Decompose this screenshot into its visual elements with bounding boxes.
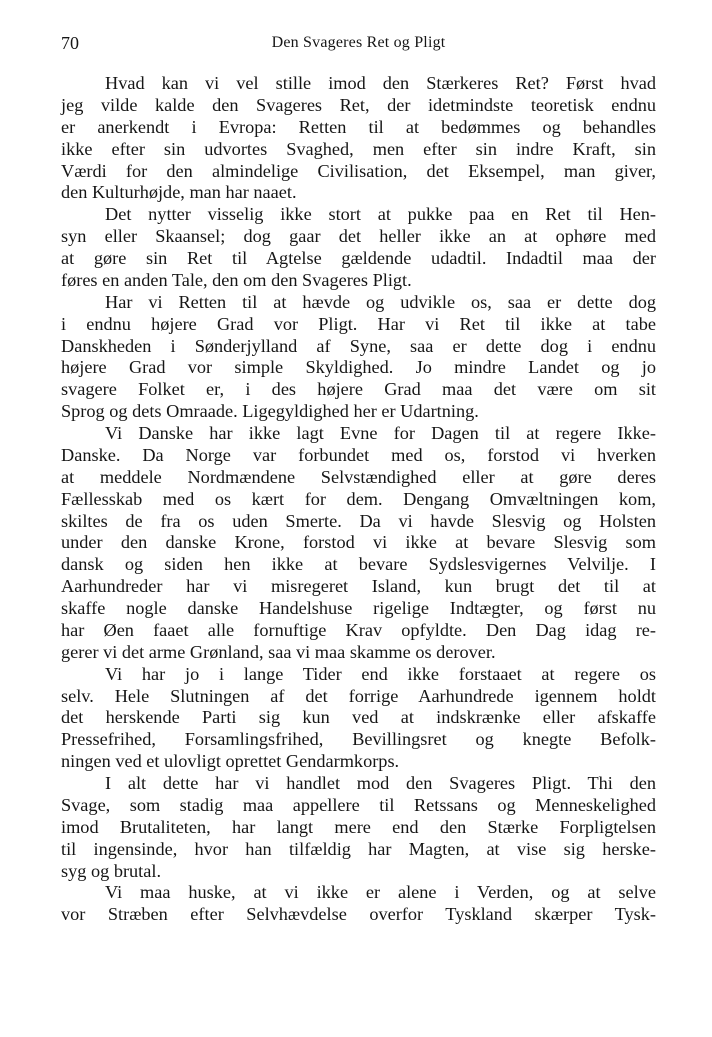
text-line: Svage, som stadig maa appellere til Retssans og Menneskelighed [61, 794, 656, 815]
text-line: Hvad kan vi vel stille imod den Stærkeres Ret? Først hvad [105, 73, 656, 93]
text-line: Vi maa huske, at vi ikke er alene i Verden, og at selve [105, 882, 656, 903]
text-line: jeg vilde kalde den Svageres Ret, der idetmindste teoretisk endnu [61, 94, 656, 115]
text-line: vor Stræben efter Selvhævdelse overfor Tyskland skærper Tysk- [61, 904, 656, 925]
text-line: ningen ved et ulovligt oprettet Gendarmkorps. [61, 751, 400, 772]
text-line: skiltes de fra os uden Smerte. Da vi havde Slesvig og Holsten [61, 510, 656, 531]
text-line: gerer vi det arme Grønland, saa vi maa skamme os derover. [61, 641, 496, 662]
text-line: Har vi Retten til at hævde og udvikle os, saa er dette dog [105, 291, 656, 312]
text-line: ikke efter sin udvortes Svaghed, men efter sin indre Kraft, sin [61, 138, 656, 159]
text-line: Fællesskab med os kært for dem. Dengang Omvæltningen kom, [61, 488, 656, 509]
text-line: imod Brutaliteten, har langt mere end den Stærke Forpligtelsen [61, 816, 656, 837]
text-line: I alt dette har vi handlet mod den Svageres Pligt. Thi den [105, 773, 656, 793]
text-line: under den danske Krone, forstod vi ikke at bevare Slesvig som [61, 532, 656, 553]
text-line: Vi Danske har ikke lagt Evne for Dagen til at regere Ikke- [105, 423, 656, 443]
text-line: er anerkendt i Evropa: Retten til at bedømmes og behandles [61, 116, 656, 137]
body-text [61, 73, 656, 926]
text-line: Det nytter visselig ikke stort at pukke paa en Ret til Hen- [105, 204, 656, 225]
text-line: dansk og siden hen ikke at bevare Sydslesvigernes Velvilje. I [61, 554, 656, 575]
text-line: Aarhundreder har vi misregeret Island, kun brugt det til at [61, 576, 656, 597]
text-line: har Øen faaet alle fornuftige Krav opfyldte. Den Dag idag re- [61, 619, 656, 640]
text-line: at meddele Nordmændene Selvstændighed eller at gøre deres [61, 466, 656, 487]
text-line: syg og brutal. [61, 860, 162, 881]
running-title: Den Svageres Ret og Pligt [271, 34, 446, 51]
text-line: Sprog og dets Omraade. Ligegyldighed her er Udartning. [61, 401, 479, 422]
text-line: at gøre sin Ret til Agtelse gældende udadtil. Indadtil maa der [61, 248, 656, 268]
text-line: højere Grad vor simple Skyldighed. Jo mindre Landet og jo [61, 357, 656, 378]
text-line: selv. Hele Slutningen af det forrige Aarhundrede igennem holdt [61, 685, 656, 706]
text-line: svagere Folket er, i des højere Grad maa det være om sit [61, 379, 656, 400]
text-line: føres en anden Tale, den om den Svageres Pligt. [61, 269, 412, 290]
page-number: 70 [61, 33, 79, 53]
text-line: syn eller Skaansel; dog gaar det heller ikke an at ophøre med [61, 226, 656, 247]
text-line: det herskende Parti sig kun ved at indskrænke eller afskaffe [61, 707, 656, 728]
text-line: den Kulturhøjde, man har naaet. [61, 182, 297, 203]
text-line: Vi har jo i lange Tider end ikke forstaaet at regere os [105, 663, 656, 684]
text-line: til ingensinde, hvor han tilfældig har Magten, at vise sig herske- [61, 838, 656, 859]
text-line: Værdi for den almindelige Civilisation, det Eksempel, man giver, [61, 160, 656, 181]
text-line: Danske. Da Norge var forbundet med os, forstod vi hverken [61, 444, 656, 465]
text-line: Pressefrihed, Forsamlingsfrihed, Bevillingsret og knegte Befolk- [61, 729, 656, 750]
text-line: i endnu højere Grad vor Pligt. Har vi Ret til ikke at tabe [61, 313, 656, 334]
text-line: skaffe nogle danske Handelshuse rigelige Indtægter, og først nu [61, 598, 656, 618]
text-line: Danskheden i Sønderjylland af Syne, saa er dette dog i endnu [61, 335, 656, 356]
page-header [61, 33, 656, 55]
